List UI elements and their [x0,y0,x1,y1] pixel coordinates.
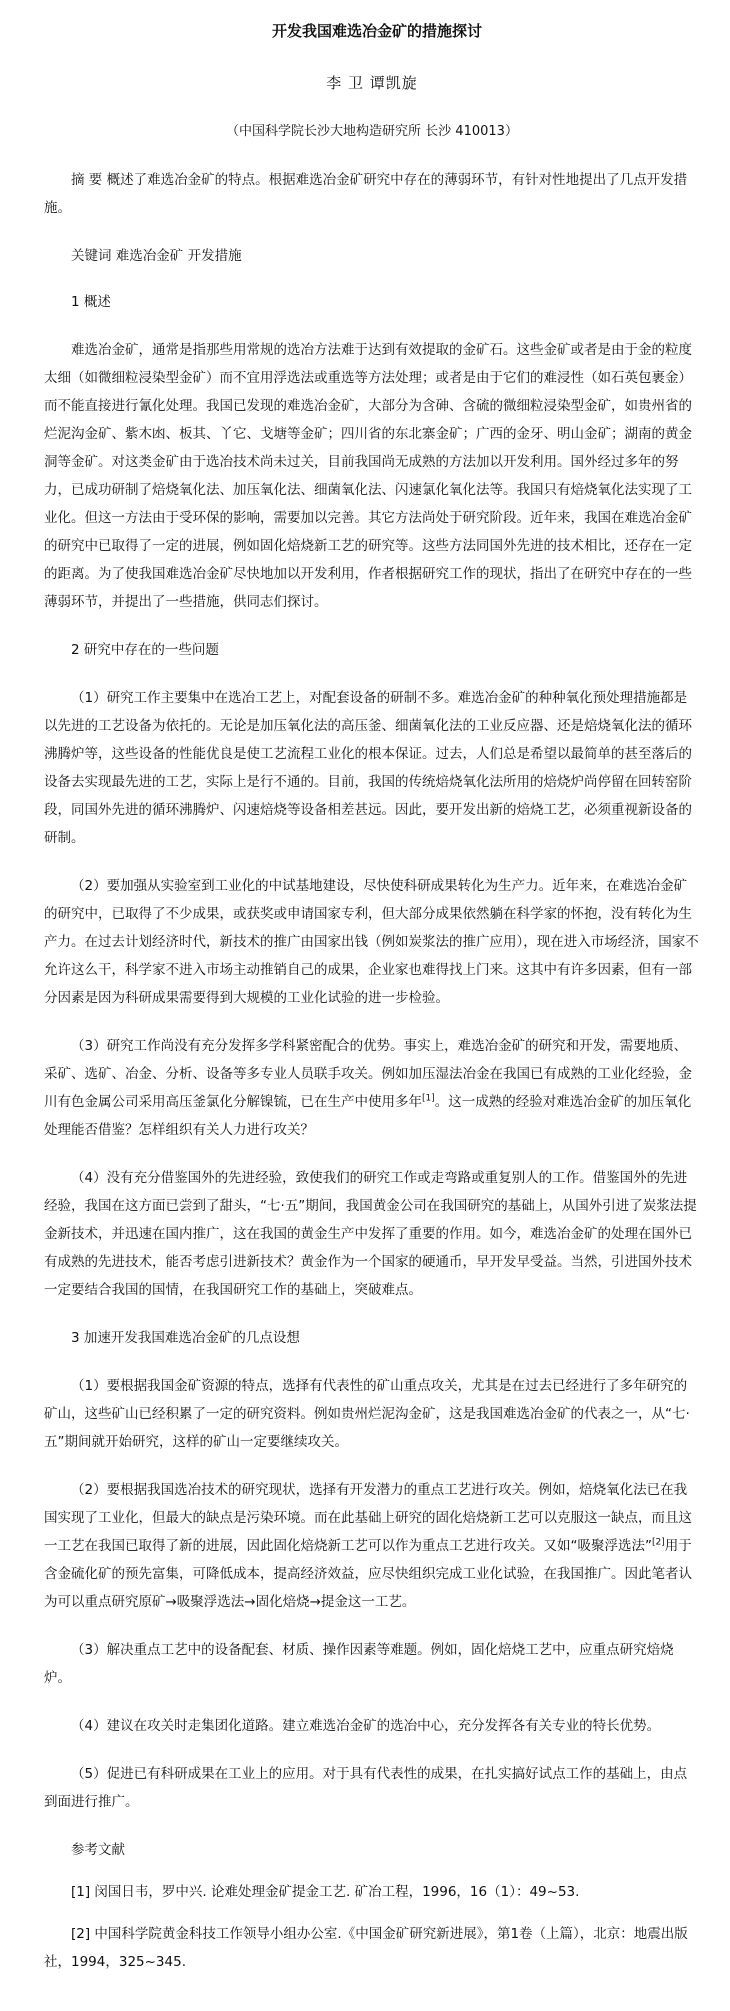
section-2-paragraph-4: （4）没有充分借鉴国外的先进经验，致使我们的研究工作或走弯路或重复别人的工作。借鉴国外的先进经验，我国在这方面已尝到了甜头，“七·五”期间，我国黄金公司在我国研究的基础上，从国外引进了炭浆法提金新技术，并迅速在国内推广，这在我国的黄金生产中发挥了重要的作用。如今，难选冶金矿的处理在国外已有成熟的先进技术，能否考虑引进新技术？黄金作为一个国家的硬通币，早开发早受益。当然，引进国外技术一定要结合我国的国情，在我国研究工作的基础上，突破难点。 [44,1170,697,1298]
section-3-paragraph-2-text-a: （2）要根据我国选冶技术的研究现状，选择有开发潜力的重点工艺进行攻关。例如，焙烧氧化法已在我国实现了工业化，但最大的缺点是污染环境。而在此基础上研究的固化焙烧新工艺可以克服这一缺点，而且这一工艺在我国已取得了新的进展，因此固化焙烧新工艺可以作为重点工艺进行攻关。又如“吸聚浮选法” [44,1482,692,1554]
section-3-paragraph-3: （3）解决重点工艺中的设备配套、材质、操作因素等难题。例如，固化焙烧工艺中，应重点研究焙烧炉。 [44,1642,674,1686]
article-title: 开发我国难选冶金矿的措施探讨 [271,22,482,40]
section-2-paragraph-3-text-a: （3）研究工作尚没有充分发挥多学科紧密配合的优势。事实上，难选冶金矿的研究和开发，需要地质、采矿、选矿、冶金、分析、设备等多专业人员联手攻关。例如加压湿法冶金在我国已有成熟的工业化经验，金川有色金属公司采用高压釜氯化分解镍锍，已在生产中使用多年 [44,1038,692,1110]
references-heading: 参考文献 [71,1842,125,1858]
section-2-paragraph-1: （1）研究工作主要集中在选冶工艺上，对配套设备的研制不多。难选冶金矿的种种氧化预处理措施都是以先进的工艺设备为依托的。无论是加压氧化法的高压釜、细菌氧化法的工业反应器、还是焙烧氧化法的循环沸腾炉等，这些设备的性能优良是使工艺流程工业化的根本保证。过去，人们总是希望以最简单的甚至落后的设备去实现最先进的工艺，实际上是行不通的。目前，我国的传统焙烧氧化法所用的焙烧炉尚停留在回转窑阶段，同国外先进的循环沸腾炉、闪速焙烧等设备相差甚远。因此，要开发出新的焙烧工艺，必须重视新设备的研制。 [44,690,692,846]
affiliation: （中国科学院长沙大地构造研究所 长沙 410013） [226,124,518,139]
section-1-paragraph: 难选冶金矿，通常是指那些用常规的选冶方法难于达到有效提取的金矿石。这些金矿或者是由于金的粒度太细（如微细粒浸染型金矿）而不宜用浮选法或重选等方法处理；或者是由于它们的难浸性（如石英包裹金）而不能直接进行氰化处理。我国已发现的难选冶金矿，大部分为含砷、含硫的微细粒浸染型金矿，如贵州省的烂泥沟金矿、紫木凼、板其、丫它、戈塘等金矿；四川省的东北寨金矿；广西的金牙、明山金矿；湖南的黄金洞等金矿。对这类金矿由于选冶技术尚未过关，目前我国尚无成熟的方法加以开发利用。国外经过多年的努力，已成功研制了焙烧氧化法、加压氧化法、细菌氧化法、闪速氯化氧化法等。我国只有焙烧氧化法实现了工业化。但这一方法由于受环保的影响，需要加以完善。其它方法尚处于研究阶段。近年来，我国在难选冶金矿的研究中已取得了一定的进展，例如固化焙烧新工艺的研究等。这些方法同国外先进的技术相比，还存在一定的距离。为了使我国难选冶金矿尽快地加以开发利用，作者根据研究工作的现状，指出了在研究中存在的一些薄弱环节，并提出了一些措施，供同志们探讨。 [44,342,692,610]
section-2-paragraph-2: （2）要加强从实验室到工业化的中试基地建设，尽快使科研成果转化为生产力。近年来，在难选冶金矿的研究中，已取得了不少成果，或获奖或申请国家专利，但大部分成果依然躺在科学家的怀抱，没有转化为生产力。在过去计划经济时代，新技术的推广由国家出钱（例如炭浆法的推广应用），现在进入市场经济，国家不允许这么干，科学家不进入市场主动推销自己的成果，企业家也难得找上门来。这其中有许多因素，但有一部分因素是因为科研成果需要得到大规模的工业化试验的进一步检验。 [44,878,699,1006]
authors: 李 卫 谭凯旋 [326,74,418,92]
section-2-paragraph-3-text-b: 。这一成熟的经验对难选冶金矿的加压氧化处理能否借鉴？怎样组织有关人力进行攻关？ [44,1094,692,1138]
citation-2: [2] [652,1537,665,1548]
section-3-paragraph-2-text-b: 用于含金硫化矿的预先富集，可降低成本，提高经济效益，应尽快组织完成工业化试验，在我国推广。因此笔者认为可以重点研究原矿→吸聚浮选法→固化焙烧→提金这一工艺。 [44,1538,692,1610]
section-heading-1: 1 概述 [71,294,111,310]
keywords: 关键词 难选冶金矿 开发措施 [71,248,242,264]
section-3-paragraph-1: （1）要根据我国金矿资源的特点，选择有代表性的矿山重点攻关，尤其是在过去已经进行了多年研究的矿山，这些矿山已经积累了一定的研究资料。例如贵州烂泥沟金矿，这是我国难选冶金矿的代表之一，从“七·五”期间就开始研究，这样的矿山一定要继续攻关。 [44,1378,690,1450]
section-3-paragraph-4: （4）建议在攻关时走集团化道路。建立难选冶金矿的选冶中心，充分发挥各有关专业的特长优势。 [71,1718,661,1734]
abstract: 摘 要 概述了难选冶金矿的特点。根据难选冶金矿研究中存在的薄弱环节，有针对性地提出了几点开发措施。 [44,172,688,216]
section-3-paragraph-5: （5）促进已有科研成果在工业上的应用。对于具有代表性的成果，在扎实搞好试点工作的基础上，由点到面进行推广。 [44,1766,688,1810]
section-3-paragraph-2 [44,1476,700,1616]
reference-2: [2] 中国科学院黄金科技工作领导小组办公室.《中国金矿研究新进展》，第1卷（上篇），北京：地震出版社，1994，325~345. [44,1926,688,1970]
section-heading-2: 2 研究中存在的一些问题 [71,642,219,658]
section-2-paragraph-3 [44,1032,700,1144]
section-heading-3: 3 加速开发我国难选冶金矿的几点设想 [71,1330,300,1346]
citation-1: [1] [422,1093,435,1104]
reference-1: [1] 闵国日韦，罗中兴. 论难处理金矿提金工艺. 矿冶工程，1996，16（1）：49~53. [71,1884,580,1900]
